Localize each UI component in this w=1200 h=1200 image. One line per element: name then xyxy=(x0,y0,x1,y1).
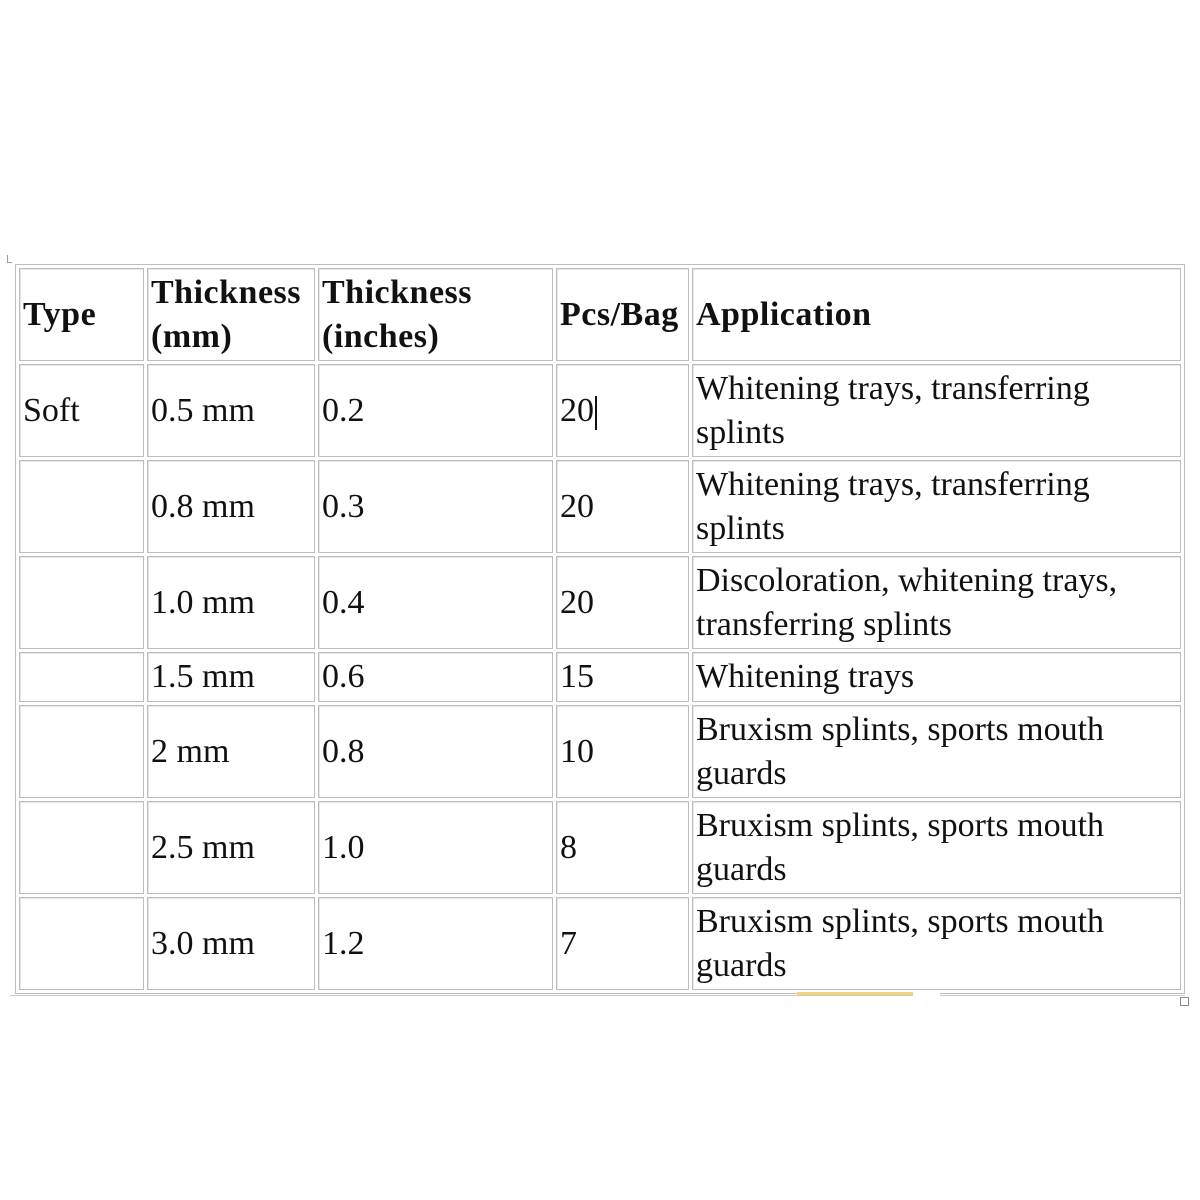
table-row xyxy=(19,556,1181,649)
header-thickness-inches[interactable]: Thickness (inches) xyxy=(318,268,553,361)
cell-thickness-inches[interactable]: 0.6 xyxy=(318,652,553,702)
table-row xyxy=(19,460,1181,553)
cell-type[interactable] xyxy=(19,801,144,894)
cell-application[interactable]: Bruxism splints, sports mouth guards xyxy=(692,897,1181,990)
cell-type[interactable] xyxy=(19,460,144,553)
cell-application[interactable]: Bruxism splints, sports mouth guards xyxy=(692,705,1181,798)
header-application[interactable]: Application xyxy=(692,268,1181,361)
text-cursor xyxy=(595,396,597,430)
highlight-gap xyxy=(913,992,940,997)
table-row xyxy=(19,364,1181,457)
header-thickness-mm[interactable]: Thickness (mm) xyxy=(147,268,315,361)
cell-application[interactable]: Whitening trays xyxy=(692,652,1181,702)
cell-thickness-inches[interactable]: 1.0 xyxy=(318,801,553,894)
table-anchor-mark xyxy=(7,255,12,263)
header-type[interactable]: Type xyxy=(19,268,144,361)
table-resize-handle[interactable] xyxy=(1180,997,1189,1006)
cell-thickness-mm[interactable]: 2 mm xyxy=(147,705,315,798)
header-pcs-bag[interactable]: Pcs/Bag xyxy=(556,268,689,361)
cell-thickness-mm[interactable]: 3.0 mm xyxy=(147,897,315,990)
cell-thickness-mm[interactable]: 1.5 mm xyxy=(147,652,315,702)
table-row xyxy=(19,801,1181,894)
cell-pcs-bag[interactable]: 8 xyxy=(556,801,689,894)
cell-thickness-mm[interactable]: 1.0 mm xyxy=(147,556,315,649)
cell-application[interactable]: Whitening trays, transferring splints xyxy=(692,364,1181,457)
cell-pcs-bag[interactable]: 20 xyxy=(556,556,689,649)
specification-table xyxy=(15,264,1185,994)
cell-type[interactable] xyxy=(19,897,144,990)
cell-thickness-mm[interactable]: 0.5 mm xyxy=(147,364,315,457)
cell-thickness-inches[interactable]: 0.4 xyxy=(318,556,553,649)
table-row xyxy=(19,897,1181,990)
cell-type[interactable] xyxy=(19,705,144,798)
table-row xyxy=(19,705,1181,798)
cell-application[interactable]: Whitening trays, transferring splints xyxy=(692,460,1181,553)
cell-pcs-bag[interactable]: 7 xyxy=(556,897,689,990)
selection-highlight-strip xyxy=(797,992,913,995)
cell-pcs-bag-value: 20 xyxy=(560,391,594,429)
cell-pcs-bag[interactable] xyxy=(556,364,689,457)
cell-thickness-inches[interactable]: 0.8 xyxy=(318,705,553,798)
cell-pcs-bag[interactable]: 20 xyxy=(556,460,689,553)
cell-pcs-bag[interactable]: 10 xyxy=(556,705,689,798)
cell-thickness-inches[interactable]: 1.2 xyxy=(318,897,553,990)
table-header-row xyxy=(19,268,1181,361)
table-row xyxy=(19,652,1181,702)
cell-type[interactable]: Soft xyxy=(19,364,144,457)
cell-application[interactable]: Bruxism splints, sports mouth guards xyxy=(692,801,1181,894)
cell-type[interactable] xyxy=(19,556,144,649)
cell-application[interactable]: Discoloration, whitening trays, transferring splints xyxy=(692,556,1181,649)
cell-thickness-inches[interactable]: 0.3 xyxy=(318,460,553,553)
table-bottom-border xyxy=(10,995,1185,996)
cell-thickness-inches[interactable]: 0.2 xyxy=(318,364,553,457)
cell-type[interactable] xyxy=(19,652,144,702)
cell-thickness-mm[interactable]: 0.8 mm xyxy=(147,460,315,553)
cell-thickness-mm[interactable]: 2.5 mm xyxy=(147,801,315,894)
cell-pcs-bag[interactable]: 15 xyxy=(556,652,689,702)
